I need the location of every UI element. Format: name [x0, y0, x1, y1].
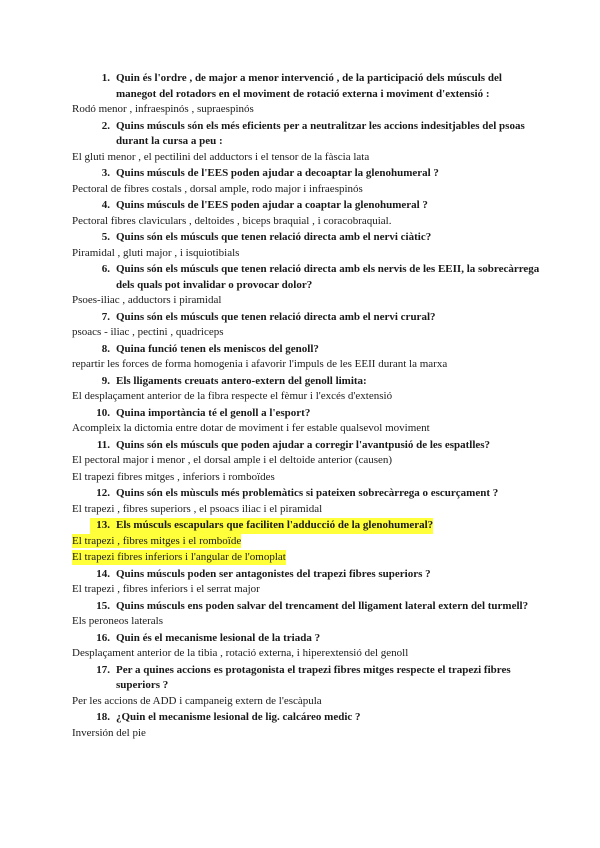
answer-text: El trapezi , fibres mitges i el romboïde — [72, 534, 242, 547]
answer-12-1 — [72, 502, 540, 517]
answer-text: El trapezi fibres mitges , inferiors i romboïdes — [72, 470, 275, 483]
answer-14-1 — [72, 582, 540, 597]
question-text: Quin és el mecanisme lesional de la triada ? — [116, 631, 321, 644]
answer-text: El trapezi , fibres inferiors i el serrat major — [72, 583, 260, 595]
answer-text: psoacs - iliac , pectini , quadriceps — [72, 326, 224, 338]
question-text: Quins músculs de l'EES poden ajudar a decoaptar la glenohumeral ? — [116, 167, 439, 179]
question-number: 11. — [96, 438, 110, 451]
answer-11-2 — [72, 470, 540, 485]
question-5 — [72, 230, 540, 246]
answer-text: El trapezi fibres inferiors i l'angular de l'omoplat — [72, 551, 286, 563]
answer-text: Els peroneos laterals — [72, 615, 164, 627]
question-number: 17. — [96, 663, 110, 676]
question-number: 2. — [101, 119, 110, 132]
question-text: Quin és l'ordre , de major a menor intervenció , de la participació dels músculs del manegot del rotadors en el moviment de rotació externa i moviment d'extensió : — [116, 72, 502, 100]
question-number: 14. — [96, 567, 110, 580]
answer-4-1 — [72, 214, 540, 229]
question-13 — [72, 518, 540, 534]
question-3 — [72, 166, 540, 182]
answer-text: repartir les forces de forma homogenia i afavorir l'impuls de les EEII durant la marxa — [72, 358, 448, 370]
question-number: 18. — [96, 711, 110, 723]
question-7 — [72, 310, 540, 326]
question-text: Quins són els músculs que poden ajudar a corregir l'avantpusió de les espatlles? — [116, 438, 491, 451]
question-text: Quins són els músculs que tenen relació directa amb el nervi ciàtic? — [116, 231, 432, 243]
question-8 — [72, 342, 540, 358]
question-text: Quins músculs de l'EES poden ajudar a coaptar la glenohumeral ? — [116, 199, 428, 211]
question-number: 16. — [96, 631, 110, 644]
answer-text: Per les accions de ADD i campaneig extern de l'escàpula — [72, 694, 322, 707]
question-4 — [72, 198, 540, 214]
answer-text: Pectoral fibres claviculars , deltoides , biceps braquial , i coracobraquial. — [72, 214, 392, 227]
answer-2-1 — [72, 150, 540, 165]
question-text: Quins són els músculs que tenen relació directa amb el nervi crural? — [116, 310, 436, 323]
answer-13-1 — [72, 534, 540, 549]
question-text: Quins músculs són els més eficients per a neutralitzar les accions indesitjables del psoas durant la cursa a peu : — [116, 119, 525, 147]
answer-text: Piramidal , gluti major , i isquiotibials — [72, 246, 240, 259]
answer-text: Rodó menor , infraespinós , supraespinós — [72, 103, 254, 115]
question-12 — [72, 486, 540, 502]
question-number: 12. — [96, 487, 110, 499]
answer-text: Inversión del pie — [72, 726, 146, 739]
answer-3-1 — [72, 182, 540, 197]
answer-text: Pectoral de fibres costals , dorsal ample, rodo major i infraespinós — [72, 182, 363, 195]
question-text: Els lligaments creuats antero-extern del genoll limita: — [116, 374, 367, 387]
answer-text: Psoes-iliac , adductors i piramidal — [72, 294, 222, 306]
question-text: ¿Quin el mecanisme lesional de lig. calcáreo medic ? — [116, 711, 361, 723]
answer-text: El gluti menor , el pectilini del adductors i el tensor de la fàscia lata — [72, 150, 370, 163]
question-text: Els músculs escapulars que faciliten l'adducció de la glenohumeral? — [116, 519, 434, 531]
answer-1-1 — [72, 102, 540, 117]
question-2 — [72, 119, 540, 150]
question-10 — [72, 406, 540, 422]
question-text: Quins músculs ens poden salvar del trencament del lligament lateral extern del turmell? — [116, 599, 529, 612]
question-number: 4. — [101, 199, 110, 211]
answer-6-1 — [72, 293, 540, 308]
answer-15-1 — [72, 614, 540, 629]
answer-text: El trapezi , fibres superiors , el psoacs iliac i el piramidal — [72, 502, 323, 515]
question-11 — [72, 438, 540, 454]
question-number: 7. — [101, 310, 110, 323]
question-18 — [72, 710, 540, 726]
answer-9-1 — [72, 389, 540, 404]
question-text: Quins són els músculs que tenen relació directa amb els nervis de les EEII, la sobrecàrrega dels quals pot invalidar o provocar dolor? — [116, 263, 540, 291]
answer-text: Desplaçament anterior de la tibia , rotació externa, i hiperextensió del genoll — [72, 647, 409, 659]
answer-17-1 — [72, 694, 540, 709]
question-17 — [72, 663, 540, 694]
question-number: 9. — [101, 374, 110, 387]
question-number: 15. — [96, 599, 110, 612]
question-9 — [72, 374, 540, 390]
question-text: Quins músculs poden ser antagonistes del trapezi fibres superiors ? — [116, 567, 431, 580]
question-number: 10. — [96, 406, 110, 419]
answer-text: Acompleix la dictomia entre dotar de moviment i fer estable qualsevol moviment — [72, 422, 430, 434]
question-text: Quins són els mùsculs més problemàtics si pateixen sobrecàrrega o escurçament ? — [116, 487, 499, 499]
answer-text: El pectoral major i menor , el dorsal ample i el deltoide anterior (causen) — [72, 454, 393, 466]
question-1 — [72, 71, 540, 102]
question-text: Per a quines accions es protagonista el trapezi fibres mitges respecte el trapezi fibres superiors ? — [116, 663, 511, 691]
answer-8-1 — [72, 357, 540, 372]
question-text: Quina funció tenen els meniscos del genoll? — [116, 342, 319, 355]
answer-10-1 — [72, 421, 540, 436]
question-6 — [72, 262, 540, 293]
question-14 — [72, 567, 540, 583]
question-number: 1. — [101, 72, 110, 84]
answer-7-1 — [72, 325, 540, 340]
question-text: Quina importància té el genoll a l'esport? — [116, 406, 311, 419]
question-number: 8. — [101, 342, 110, 355]
question-16 — [72, 631, 540, 647]
answer-16-1 — [72, 646, 540, 661]
question-number: 13. — [96, 519, 110, 531]
question-number: 3. — [101, 167, 110, 179]
question-15 — [72, 599, 540, 615]
answer-18-1 — [72, 726, 540, 741]
question-number: 5. — [101, 231, 110, 243]
answer-text: El desplaçament anterior de la fibra respecte el fèmur i l'excés d'extensió — [72, 390, 393, 402]
answer-5-1 — [72, 246, 540, 261]
question-number: 6. — [101, 263, 110, 275]
answer-11-1 — [72, 453, 540, 468]
answer-13-2 — [72, 550, 540, 565]
